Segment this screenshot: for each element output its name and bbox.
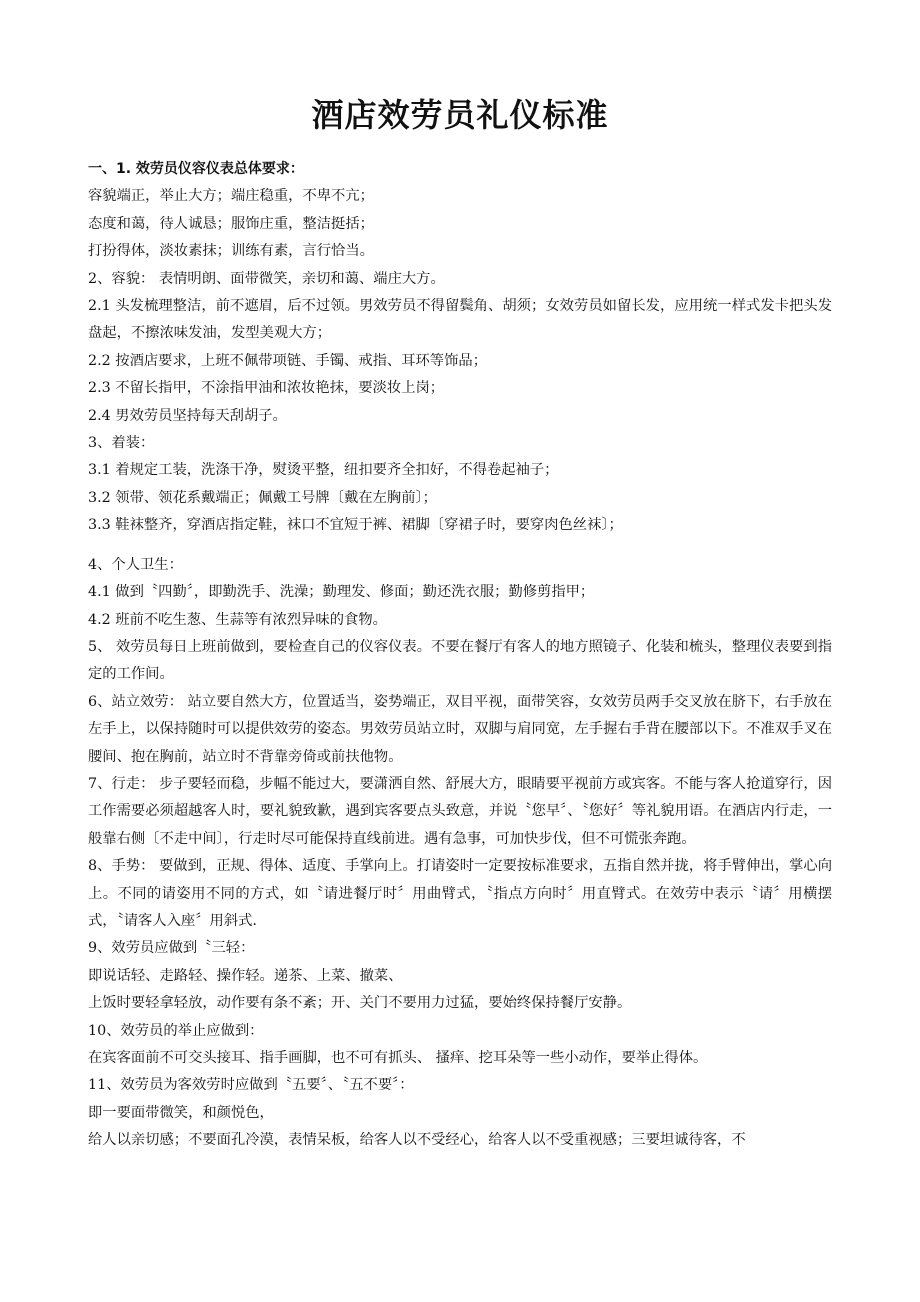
paragraph: 8、手势： 要做到，正规、得体、适度、手掌向上。打请姿时一定要按标准要求，五指自然并拢，将手臂伸出，掌心向上。不同的请姿用不同的方式，如〝请进餐厅时〞用曲臂式，〝指点方向时〞用直臂式。在效劳中表示〝请〞用横摆式，〝请客人入座〞用斜式.	[88, 858, 832, 929]
paragraph: 3.2 领带、领花系戴端正；佩戴工号牌〔戴在左胸前〕；	[88, 489, 437, 506]
document-title: 酒店效劳员礼仪标准	[311, 96, 609, 134]
paragraph: 2.3 不留长指甲，不涂指甲油和浓妆艳抹，要淡妆上岗；	[88, 380, 445, 397]
paragraph: 11、效劳员为客效劳时应做到〝五要〞、〝五不要〞：	[88, 1077, 414, 1094]
paragraph: 在宾客面前不可交头接耳、指手画脚，也不可有抓头、 搔痒、挖耳朵等一些小动作，要举止得体。	[88, 1050, 708, 1066]
paragraph: 2、容貌： 表情明朗、面带微笑，亲切和蔼、端庄大方。	[88, 270, 445, 287]
paragraph: 4.2 班前不吃生葱、生蒜等有浓烈异味的食物。	[88, 611, 387, 628]
paragraph: 7、行走： 步子要轻而稳，步幅不能过大，要潇洒自然、舒展大方，眼睛要平视前方或宾客。不能与客人抢道穿行，因工作需要必须超越客人时，要礼貌致歉，遇到宾客要点头致意，并说〝您早〞、〝您好〞等礼貌用语。在酒店内行走，一般靠右侧〔不走中间〕，行走时尽可能保持直线前进。遇有急事，可加快步伐，但不可慌张奔跑。	[88, 775, 832, 847]
paragraph: 4、个人卫生：	[88, 556, 183, 573]
paragraph: 2.1 头发梳理整洁，前不遮眉，后不过领。男效劳员不得留鬓角、胡须；女效劳员如留长发，应用统一样式发卡把头发盘起，不擦浓味发油，发型美观大方；	[88, 298, 832, 342]
paragraph: 2.4 男效劳员坚持每天刮胡子。	[88, 407, 287, 424]
paragraph: 态度和蔼，待人诚恳；服饰庄重，整洁挺括；	[88, 215, 374, 232]
paragraph: 3.3 鞋袜整齐，穿酒店指定鞋，袜口不宜短于裤、裙脚〔穿裙子时，要穿肉色丝袜〕；	[88, 517, 623, 534]
paragraph: 6、站立效劳： 站立要自然大方，位置适当，姿势端正，双目平视，面带笑容，女效劳员两手交叉放在脐下，右手放在左手上，以保持随时可以提供效劳的姿态。男效劳员站立时，双脚与肩同宽，左手握右手背在腰部以下。不准双手叉在腰间、抱在胸前，站立时不背靠旁倚或前扶他物。	[88, 693, 832, 765]
paragraph: 容貌端正，举止大方；端庄稳重，不卑不亢；	[88, 188, 374, 205]
paragraph: 上饭时要轻拿轻放，动作要有条不紊；开、关门不要用力过猛，要始终保持餐厅安静。	[88, 995, 632, 1012]
paragraph: 10、效劳员的举止应做到：	[88, 1022, 264, 1039]
document-body	[88, 156, 832, 1155]
paragraph: 4.1 做到〝四勤〞，即勤洗手、洗澡；勤理发、修面；勤还洗衣服；勤修剪指甲；	[88, 584, 595, 601]
paragraph: 3、着装：	[88, 435, 155, 452]
paragraph: 2.2 按酒店要求，上班不佩带项链、手镯、戒指、耳环等饰品；	[88, 352, 487, 369]
paragraph: 5、 效劳员每日上班前做到，要检查自己的仪容仪表。不要在餐厅有客人的地方照镜子、化装和梳头，整理仪表要到指定的工作间。	[88, 638, 832, 683]
paragraph: 9、效劳员应做到〝三轻：	[88, 940, 255, 957]
paragraph: 3.1 着规定工装，洗涤干净，熨烫平整，纽扣要齐全扣好，不得卷起袖子；	[88, 462, 559, 479]
paragraph: 即一要面带微笑，和颜悦色，	[88, 1104, 274, 1121]
paragraph: 打扮得体，淡妆素抹；训练有素，言行恰当。	[88, 243, 374, 260]
paragraph: 即说话轻、走路轻、操作轻。递茶、上菜、撤菜、	[88, 967, 403, 984]
paragraph-gap	[88, 540, 832, 552]
paragraph: 给人以亲切感；不要面孔冷漠，表情呆板，给客人以不受经心，给客人以不受重视感；三要坦诚待客，不	[88, 1132, 746, 1149]
paragraph: 一、1. 效劳员仪容仪表总体要求：	[88, 161, 304, 177]
